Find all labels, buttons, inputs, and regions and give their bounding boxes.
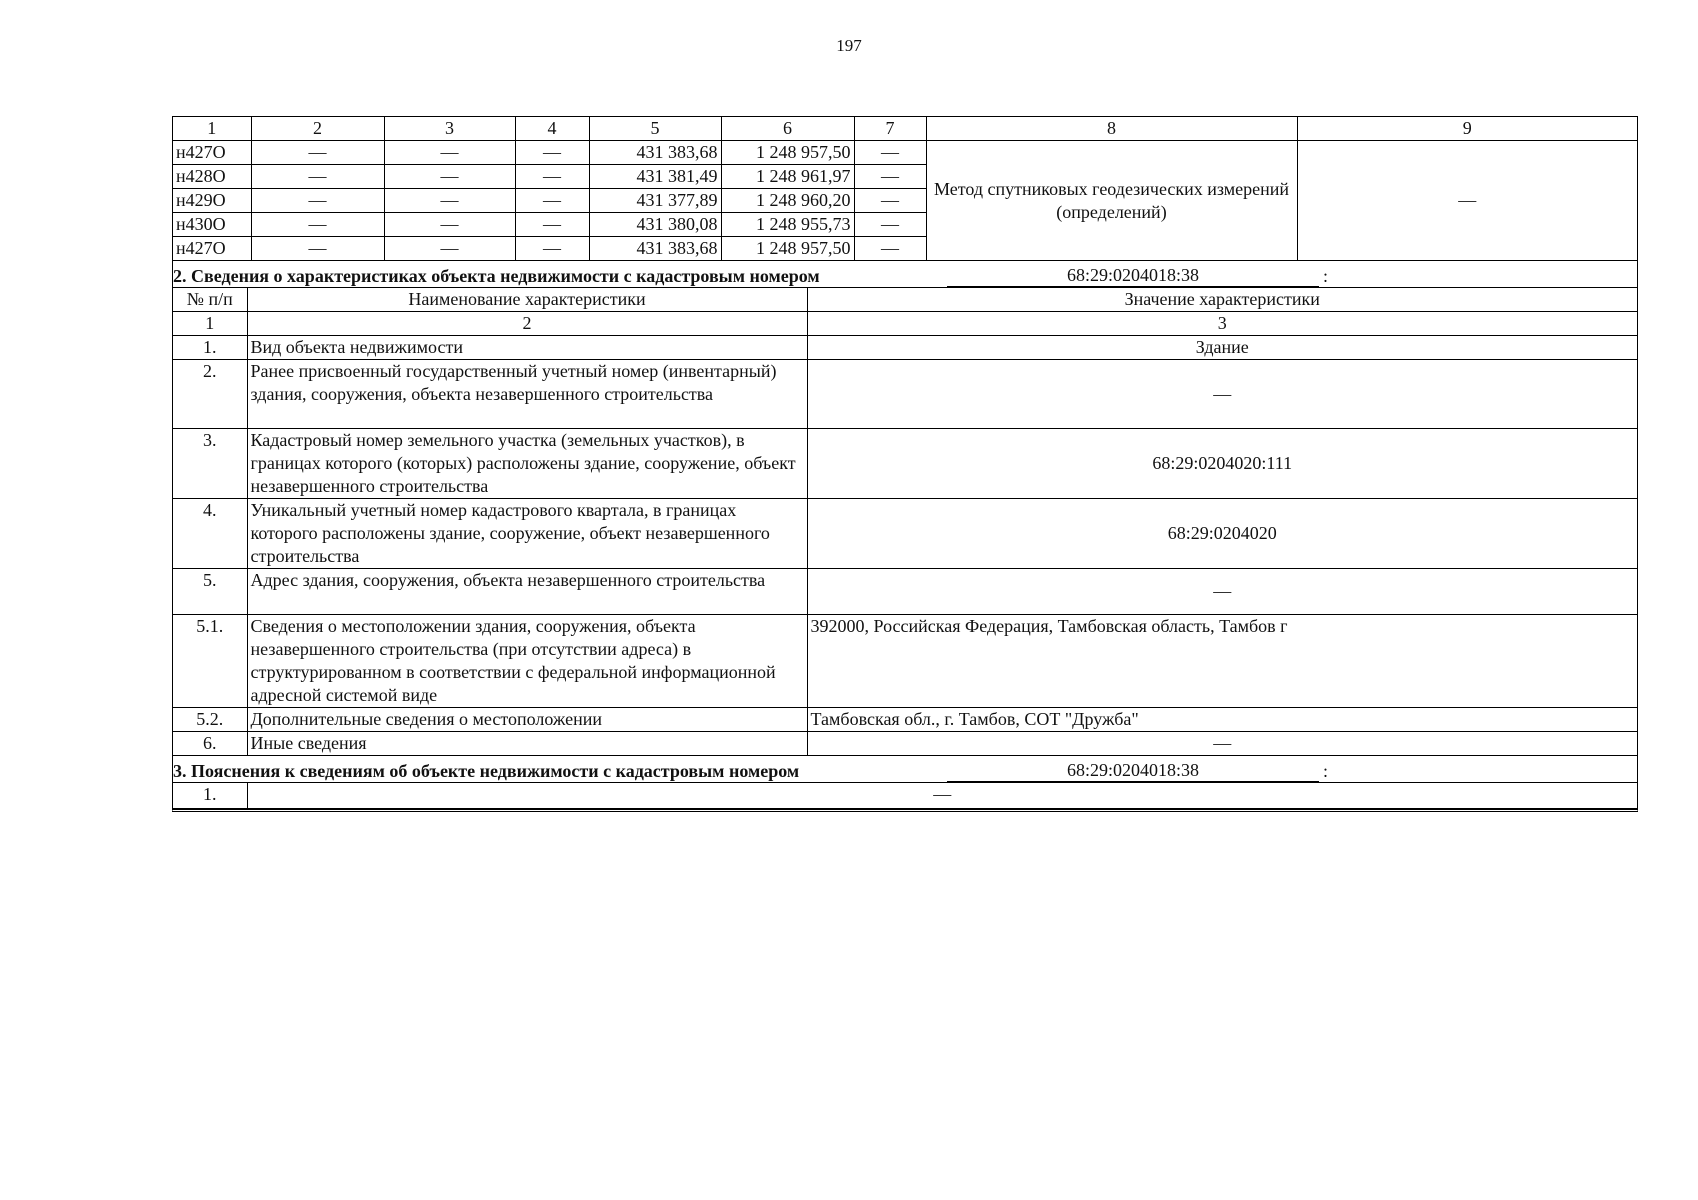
point-name: н427О (173, 237, 251, 261)
section3-title: 3. Пояснения к сведениям об объекте недвижимости с кадастровым номером (173, 761, 800, 781)
section3-cadastral-number: 68:29:0204018:38 (947, 759, 1319, 782)
point-name: н430О (173, 213, 251, 237)
characteristic-value: — (807, 569, 1637, 615)
row-number: 1. (173, 336, 247, 360)
characteristic-name: Уникальный учетный номер кадастрового квартала, в границах которого расположены здание, сооружение, объект незавершенного строительства (247, 499, 807, 569)
characteristic-name: Вид объекта недвижимости (247, 336, 807, 360)
coord-x: 431 383,68 (589, 237, 721, 261)
table-row (173, 615, 1637, 708)
characteristics-table (173, 288, 1637, 756)
section3-heading (173, 756, 1637, 783)
col-header: 6 (721, 117, 854, 141)
cell: — (384, 189, 515, 213)
col-number: 3 (807, 312, 1637, 336)
characteristic-name: Дополнительные сведения о местоположении (247, 708, 807, 732)
cell: — (515, 189, 589, 213)
characteristic-value: — (807, 732, 1637, 756)
coord-y: 1 248 957,50 (721, 237, 854, 261)
cell: — (854, 213, 926, 237)
coord-x: 431 381,49 (589, 165, 721, 189)
col-header: Наименование характеристики (247, 288, 807, 312)
coords-header-row (173, 117, 1637, 141)
table-row (173, 360, 1637, 429)
cell: — (854, 165, 926, 189)
coord-y: 1 248 957,50 (721, 141, 854, 165)
cell: — (515, 213, 589, 237)
coord-x: 431 377,89 (589, 189, 721, 213)
coord-x: 431 383,68 (589, 141, 721, 165)
cell: — (515, 141, 589, 165)
row-number: 6. (173, 732, 247, 756)
table-row (173, 708, 1637, 732)
explanation-value: — (247, 783, 1637, 809)
row-number: 5.1. (173, 615, 247, 708)
characteristic-value: Тамбовская обл., г. Тамбов, СОТ "Дружба" (807, 708, 1637, 732)
page-number: 197 (836, 36, 862, 55)
row-number: 3. (173, 429, 247, 499)
cell: — (515, 237, 589, 261)
cell: — (251, 165, 384, 189)
characteristic-value: — (807, 360, 1637, 429)
col-header: 9 (1297, 117, 1637, 141)
row-number: 5. (173, 569, 247, 615)
cadastral-document (172, 116, 1638, 812)
col-header: 8 (926, 117, 1297, 141)
characteristic-value: 392000, Российская Федерация, Тамбовская область, Тамбов г (807, 615, 1637, 708)
table-row (173, 429, 1637, 499)
table-row (173, 141, 1637, 165)
cell: — (251, 213, 384, 237)
characteristic-name: Сведения о местоположении здания, сооружения, объекта незавершенного строительства (при отсутствии адреса) в структурированном в соответствии с федеральной информационной адресной системой виде (247, 615, 807, 708)
col-header: 1 (173, 117, 251, 141)
characteristic-value: Здание (807, 336, 1637, 360)
cell: — (384, 213, 515, 237)
col-numbers-row (173, 312, 1637, 336)
table-row (173, 783, 1637, 809)
characteristic-name: Иные сведения (247, 732, 807, 756)
cell: — (384, 237, 515, 261)
table-row (173, 732, 1637, 756)
col-number: 2 (247, 312, 807, 336)
section2-title: 2. Сведения о характеристиках объекта недвижимости с кадастровым номером (173, 266, 820, 286)
cell: — (251, 237, 384, 261)
table-row (173, 336, 1637, 360)
point-name: н428О (173, 165, 251, 189)
cell: — (251, 189, 384, 213)
col-header: 3 (384, 117, 515, 141)
characteristics-header-row (173, 288, 1637, 312)
cell: — (384, 141, 515, 165)
cell: — (384, 165, 515, 189)
col9-cell: — (1297, 141, 1637, 261)
cell: — (854, 237, 926, 261)
characteristic-value: 68:29:0204020 (807, 499, 1637, 569)
row-number: 4. (173, 499, 247, 569)
row-number: 2. (173, 360, 247, 429)
point-name: н427О (173, 141, 251, 165)
cell: — (251, 141, 384, 165)
table-row (173, 569, 1637, 615)
section2-heading (173, 261, 1637, 288)
row-number: 5.2. (173, 708, 247, 732)
characteristic-name: Ранее присвоенный государственный учетный номер (инвентарный) здания, сооружения, объекта незавершенного строительства (247, 360, 807, 429)
coordinates-table (173, 117, 1637, 261)
col-header: 5 (589, 117, 721, 141)
cell: — (854, 189, 926, 213)
section2-cadastral-number: 68:29:0204018:38 (947, 264, 1319, 287)
section2-colon: : (1323, 266, 1329, 286)
table-row (173, 499, 1637, 569)
col-header: № п/п (173, 288, 247, 312)
section3-colon: : (1323, 761, 1329, 781)
cell: — (515, 165, 589, 189)
col-header: 4 (515, 117, 589, 141)
col-header: Значение характеристики (807, 288, 1637, 312)
method-cell: Метод спутниковых геодезических измерений (определений) (926, 141, 1297, 261)
col-header: 2 (251, 117, 384, 141)
characteristic-name: Кадастровый номер земельного участка (земельных участков), в границах которого (которых) расположены здание, сооружение, объект незавершенного строительства (247, 429, 807, 499)
characteristic-value: 68:29:0204020:111 (807, 429, 1637, 499)
coord-y: 1 248 961,97 (721, 165, 854, 189)
point-name: н429О (173, 189, 251, 213)
coord-x: 431 380,08 (589, 213, 721, 237)
explanations-table (173, 783, 1637, 809)
cell: — (854, 141, 926, 165)
row-number: 1. (173, 783, 247, 809)
col-header: 7 (854, 117, 926, 141)
col-number: 1 (173, 312, 247, 336)
characteristic-name: Адрес здания, сооружения, объекта незавершенного строительства (247, 569, 807, 615)
coord-y: 1 248 960,20 (721, 189, 854, 213)
coord-y: 1 248 955,73 (721, 213, 854, 237)
